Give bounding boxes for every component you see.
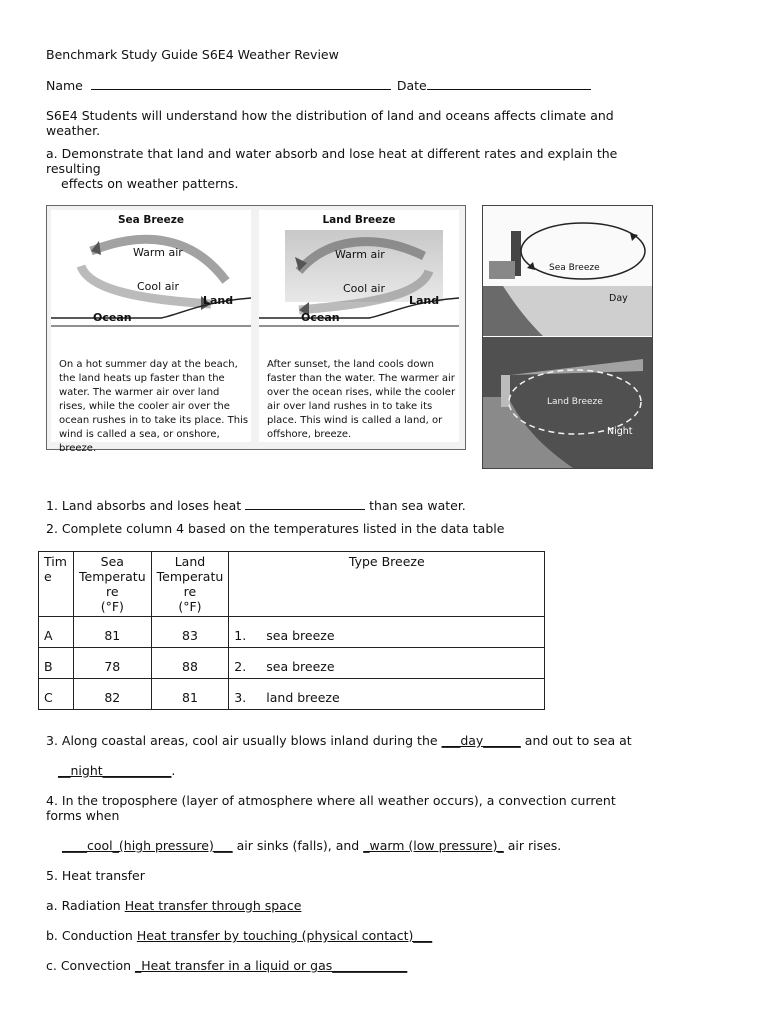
question-5b — [46, 928, 432, 943]
question-4-end: air rises. — [507, 838, 562, 853]
question-3-answer-2[interactable]: __night___________ — [58, 763, 172, 778]
land-breeze-label: Land Breeze — [547, 397, 603, 407]
table-header-row — [39, 552, 545, 617]
radiation-label: a. Radiation — [46, 898, 121, 913]
header-time: Tim e — [39, 552, 74, 617]
land-breeze-title: Land Breeze — [322, 214, 396, 226]
breeze-cell[interactable] — [229, 648, 545, 679]
question-4-line-2: forms when — [46, 808, 120, 823]
sea-breeze-label: Sea Breeze — [549, 263, 600, 273]
header-land-temperature: Land Temperatu re (°F) — [151, 552, 229, 617]
element-a-line-2: resulting — [46, 161, 101, 176]
conduction-label: b. Conduction — [46, 928, 133, 943]
land-temp-cell: 83 — [151, 617, 229, 648]
sea-temp-cell: 81 — [74, 617, 152, 648]
convection-answer[interactable]: _Heat transfer in a liquid or gas____________ — [135, 958, 408, 973]
cool-air-label: Cool air — [343, 282, 386, 295]
cool-air-label: Cool air — [137, 280, 180, 293]
question-3-answer-1[interactable]: ___day______ — [441, 733, 521, 748]
breeze-number: 1. — [234, 628, 247, 643]
breeze-number: 3. — [234, 690, 247, 705]
breeze-answer: sea breeze — [266, 628, 335, 643]
table-row — [39, 679, 545, 710]
land-label: Land — [203, 294, 234, 307]
element-a-line-1: a. Demonstrate that land and water absorb and lose heat at different rates and explain the — [46, 146, 618, 161]
document-title: Benchmark Study Guide S6E4 Weather Review — [46, 47, 339, 62]
header-sea-temperature: Sea Temperatu re (°F) — [74, 552, 152, 617]
warm-air-label: Warm air — [133, 246, 183, 259]
radiation-answer[interactable]: Heat transfer through space — [124, 898, 302, 913]
sea-breeze-title: Sea Breeze — [117, 214, 185, 226]
lighthouse-icon — [501, 375, 510, 407]
question-3-end: . — [171, 763, 176, 778]
conduction-answer[interactable]: Heat transfer by touching (physical contact)___ — [136, 928, 433, 943]
land-breeze-panel — [259, 210, 459, 442]
question-5a — [46, 898, 301, 913]
day-scene — [483, 206, 652, 336]
land-label: Land — [409, 294, 440, 307]
question-3 — [46, 733, 632, 748]
sea-breeze-panel — [51, 210, 251, 454]
breeze-cell[interactable] — [229, 679, 545, 710]
arrow-head — [527, 262, 535, 270]
question-3-text-middle: and out to sea at — [524, 733, 632, 748]
question-3-text: 3. Along coastal areas, cool air usually blows inland during the — [46, 733, 438, 748]
day-night-breeze-figure — [482, 205, 653, 469]
breeze-diagram-figure — [46, 205, 466, 454]
date-field[interactable] — [427, 78, 591, 90]
day-label: Day — [609, 293, 628, 304]
question-1-text-end: than sea water. — [369, 498, 466, 513]
house-icon — [489, 261, 515, 279]
land-temp-cell: 88 — [151, 648, 229, 679]
night-label: Night — [607, 426, 633, 437]
ocean-label: Ocean — [301, 311, 340, 324]
table-row — [39, 617, 545, 648]
breeze-answer: sea breeze — [266, 659, 335, 674]
warm-air-label: Warm air — [335, 248, 385, 261]
element-a-line-3: effects on weather patterns. — [61, 176, 239, 191]
name-row — [46, 78, 591, 93]
question-4-answers — [62, 838, 561, 853]
sea-temp-cell: 82 — [74, 679, 152, 710]
time-cell: B — [39, 648, 74, 679]
question-1-text: 1. Land absorbs and loses heat — [46, 498, 242, 513]
sea-breeze-caption: On a hot summer day at the beach, the land heats up faster than the water. The warmer air over land rises, while the cooler air over the ocean rushes in to take its place. This wind is called a sea, or onshore, breeze. — [59, 359, 249, 454]
question-4-answer-2[interactable]: _warm (low pressure)_ — [363, 838, 504, 853]
question-1-answer-blank[interactable] — [245, 498, 365, 510]
name-label: Name — [46, 78, 83, 93]
temperature-data-table — [38, 551, 545, 710]
standard-line-2: weather. — [46, 123, 101, 138]
breeze-answer: land breeze — [266, 690, 340, 705]
question-4-answer-1[interactable]: ____cool_(high pressure)___ — [62, 838, 233, 853]
time-cell: C — [39, 679, 74, 710]
land-breeze-caption: After sunset, the land cools down faster than the water. The warmer air over the ocean rises, while the cooler air over land rushes in to take its place. This wind is called a land, or offshore, breeze. — [267, 359, 456, 440]
date-label: Date — [396, 78, 427, 93]
breeze-cell[interactable] — [229, 617, 545, 648]
land-temp-cell: 81 — [151, 679, 229, 710]
table-row — [39, 648, 545, 679]
question-5c — [46, 958, 407, 973]
question-1 — [46, 498, 466, 513]
standard-line-1: S6E4 Students will understand how the distribution of land and oceans affects climate and — [46, 108, 614, 123]
ocean-label: Ocean — [93, 311, 132, 324]
time-cell: A — [39, 617, 74, 648]
sea-temp-cell: 78 — [74, 648, 152, 679]
question-2: 2. Complete column 4 based on the temperatures listed in the data table — [46, 521, 505, 536]
header-type-breeze: Type Breeze — [229, 552, 545, 617]
question-5-title: 5. Heat transfer — [46, 868, 145, 883]
question-4-text-middle: air sinks (falls), and — [236, 838, 360, 853]
night-scene — [483, 337, 652, 468]
convection-label: c. Convection — [46, 958, 132, 973]
question-4-line-1: 4. In the troposphere (layer of atmosphere where all weather occurs), a convection current — [46, 793, 616, 808]
question-3-line-2 — [58, 763, 175, 778]
breeze-number: 2. — [234, 659, 247, 674]
name-field[interactable] — [91, 78, 391, 90]
